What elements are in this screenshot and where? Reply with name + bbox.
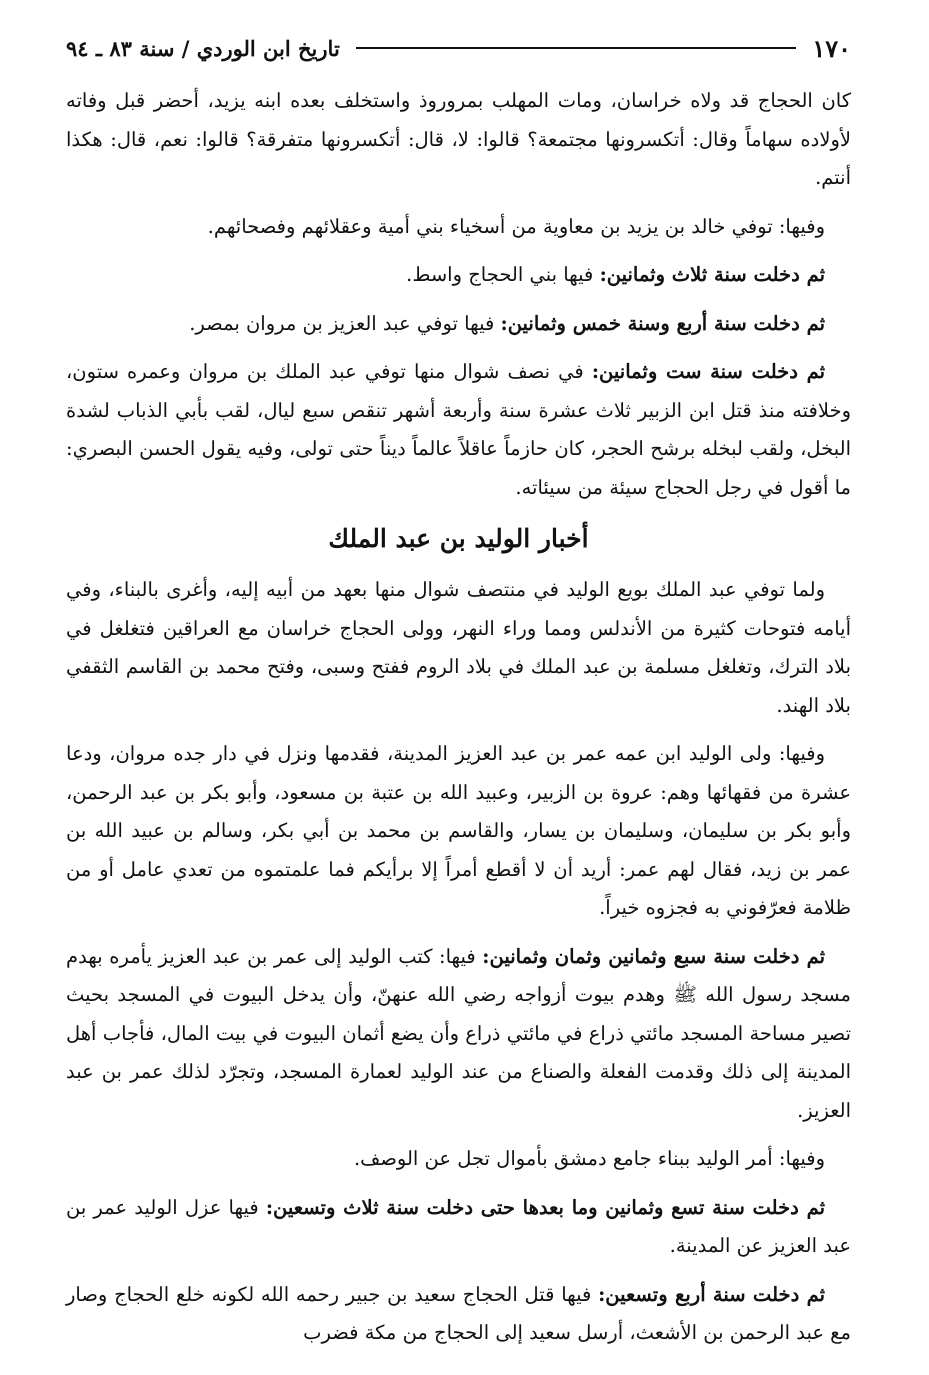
year-heading: ثم دخلت سنة أربع وسنة خمس وثمانين: (500, 311, 825, 335)
page-header (66, 28, 851, 68)
paragraph: وفيها: أمر الوليد ببناء جامع دمشق بأموال تجل عن الوصف. (353, 1147, 825, 1170)
running-title: تاريخ ابن الوردي / سنة ٨٣ ـ ٩٤ (66, 35, 340, 61)
year-heading: ثم دخلت سنة ثلاث وثمانين: (599, 263, 825, 286)
year-entry: ثم دخلت سنة سبع وثمانين وثمان وثمانين: فيها: كتب الوليد إلى عمر بن عبد العزيز يأمره بهدم مسجد رسول الله ﷺ وهدم بيوت أزواجه رضي الله عنهنّ، وأن يدخل البيوت في المسجد بحيث تصير مساحة المسجد مائتي ذراع في مائتي ذراع وأن يضع أثمان البيوت في بيت المال، فأجاب أهل المدينة إلى ذلك وقدمت الفعلة والصناع من عند الوليد لعمارة المسجد، وتجرّد لذلك عمر بن عبد العزيز. (66, 944, 851, 1122)
year-heading: ثم دخلت سنة ست وثمانين: (591, 360, 825, 383)
year-heading: ثم دخلت سنة سبع وثمانين وثمان وثمانين: (482, 944, 825, 968)
paragraph: كان الحجاج قد ولاه خراسان، ومات المهلب بمروروذ واستخلف بعده ابنه يزيد، أحضر قبل وفاته لأولاده سهاماً وقال: أتكسرونها مجتمعة؟ قالوا: لا، قال: أتكسرونها متفرقة؟ قالوا: نعم، قال: هكذا أنتم. (66, 89, 851, 189)
year-heading: ثم دخلت سنة أربع وتسعين: (598, 1282, 825, 1306)
section-title: أخبار الوليد بن عبد الملك (328, 524, 589, 553)
page-body (66, 82, 851, 1353)
paragraph: وفيها: توفي خالد بن يزيد بن معاوية من أسخياء بني أمية وعقلائهم وفصحائهم. (207, 214, 825, 238)
year-entry: ثم دخلت سنة أربع وسنة خمس وثمانين: فيها توفي عبد العزيز بن مروان بمصر. (189, 311, 825, 335)
year-entry: ثم دخلت سنة تسع وثمانين وما بعدها حتى دخلت سنة ثلاث وتسعين: فيها عزل الوليد عمر بن عبد العزيز عن المدينة. (66, 1195, 851, 1257)
year-heading: ثم دخلت سنة تسع وثمانين وما بعدها حتى دخلت سنة ثلاث وتسعين: (265, 1195, 825, 1219)
paragraph: وفيها: ولى الوليد ابن عمه عمر بن عبد العزيز المدينة، فقدمها ونزل في دار جده مروان، ودعا عشرة من فقهائها وهم: عروة بن الزبير، وعبيد الله بن عتبة بن مسعود، وأبو بكر بن عبد الرحمن، وأبو بكر بن سليمان، وسليمان بن يسار، والقاسم بن محمد بن أبي بكر، وسالم بن عبيد الله بن عمر بن زيد، فقال لهم عمر: أريد أن لا أقطع أمراً إلا برأيكم فما علمتموه من تعدي عامل أو من ظلامة فعرّفوني به فجزوه خيراً. (66, 742, 851, 919)
header-rule (356, 47, 797, 49)
year-entry: ثم دخلت سنة أربع وتسعين: فيها قتل الحجاج سعيد بن جبير رحمه الله لكونه خلع الحجاج وصار مع عبد الرحمن بن الأشعث، أرسل سعيد إلى الحجاج من مكة فضرب (66, 1282, 851, 1344)
paragraph: ولما توفي عبد الملك بويع الوليد في منتصف شوال منها بعهد من أبيه إليه، وأغرى بالبناء، وفي أيامه فتوحات كثيرة من الأندلس ومما وراء النهر، وولى الحجاج خراسان مع العراقين فتغلغل في بلاد الترك، وتغلغل مسلمة بن عبد الملك في بلاد الروم ففتح وسبى، وفتح محمد بن القاسم الثقفي بلاد الهند. (66, 578, 851, 717)
page-number: ١٧٠ (812, 33, 851, 63)
year-entry: ثم دخلت سنة ست وثمانين: في نصف شوال منها توفي عبد الملك بن مروان وعمره ستون، وخلافته منذ قتل ابن الزبير ثلاث عشرة سنة وأربعة أشهر تنقص سبع ليال، لقب بأبي الذباب لشدة البخل، ولقب لبخله برشح الحجر، كان حازماً عاقلاً عالماً ديناً حتى تولى، وفيه يقول الحسن البصري: ما أقول في رجل الحجاج سيئة من سيئاته. (66, 360, 851, 499)
year-entry: ثم دخلت سنة ثلاث وثمانين: فيها بني الحجاج واسط. (406, 263, 825, 286)
